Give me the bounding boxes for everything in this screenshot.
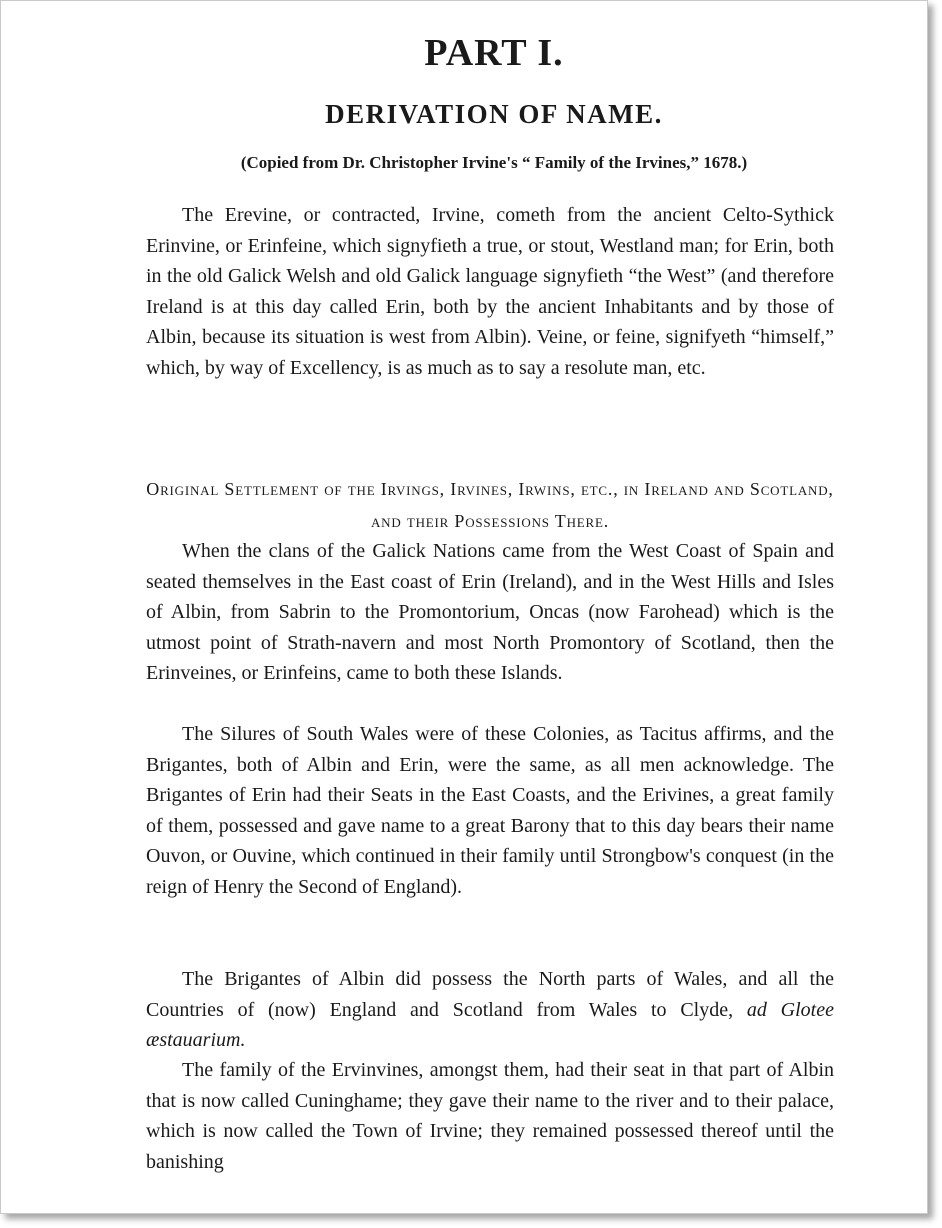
paragraph-ervinvines: The family of the Ervinvines, amongst them, had their seat in that part of Albin that is now called Cuninghame; they gave their name to the river and to their palace, which is now called the Town of Irvine; they remained possessed thereof until the banishing — [146, 1059, 834, 1173]
latin-phrase: ad Glotee æstauarium. — [146, 998, 834, 1052]
paragraph-brigantes-albin — [146, 964, 834, 1056]
part-title: PART I. — [424, 32, 564, 74]
paragraph-galick-nations: When the clans of the Galick Nations came from the West Coast of Spain and seated themselves in the East coast of Erin (Ireland), and in the West Hills and Isles of Albin, from Sabrin to the Promontorium, Oncas (now Farohead) which is the utmost point of Strath-navern and most North Promontory of Scotland, then the Erinveines, or Erinfeins, came to both these Islands. — [146, 540, 834, 685]
paragraph-silures: The Silures of South Wales were of these Colonies, as Tacitus affirms, and the Brigantes, both of Albin and Erin, were the same, as all men acknowledge. The Brigantes of Erin had their Seats in the East Coasts, and the Erivines, a great family of them, possessed and gave name to a great Barony that to this day bears their name Ouvon, or Ouvine, which continued in their family until Strongbow's conquest (in the reign of Henry the Second of England). — [146, 723, 834, 898]
subheading-original-settlement: Original Settlement of the Irvings, Irvines, Irwins, etc., in Ireland and Scotland, and their Possessions There. — [146, 479, 834, 531]
paragraph-brigantes-text: The Brigantes of Albin did possess the North parts of Wales, and all the Countries of (now) England and Scotland from Wales to Clyde, — [146, 968, 834, 1021]
book-page — [1, 1, 927, 1213]
paragraph-derivation: The Erevine, or contracted, Irvine, cometh from the ancient Celto-Sythick Erinvine, or Erinfeine, which signyfieth a true, or stout, Westland man; for Erin, both in the old Galick Welsh and old Galick language signyfieth “the West” (and therefore Ireland is at this day called Erin, both by the ancient Inhabitants and by those of Albin, because its situation is west from Albin). Veine, or feine, signifyeth “himself,” which, by way of Excellency, is as much as to say a resolute man, etc. — [146, 204, 834, 379]
source-note: (Copied from Dr. Christopher Irvine's “ Family of the Irvines,” 1678.) — [240, 153, 748, 172]
section-title: DERIVATION OF NAME. — [325, 99, 663, 129]
